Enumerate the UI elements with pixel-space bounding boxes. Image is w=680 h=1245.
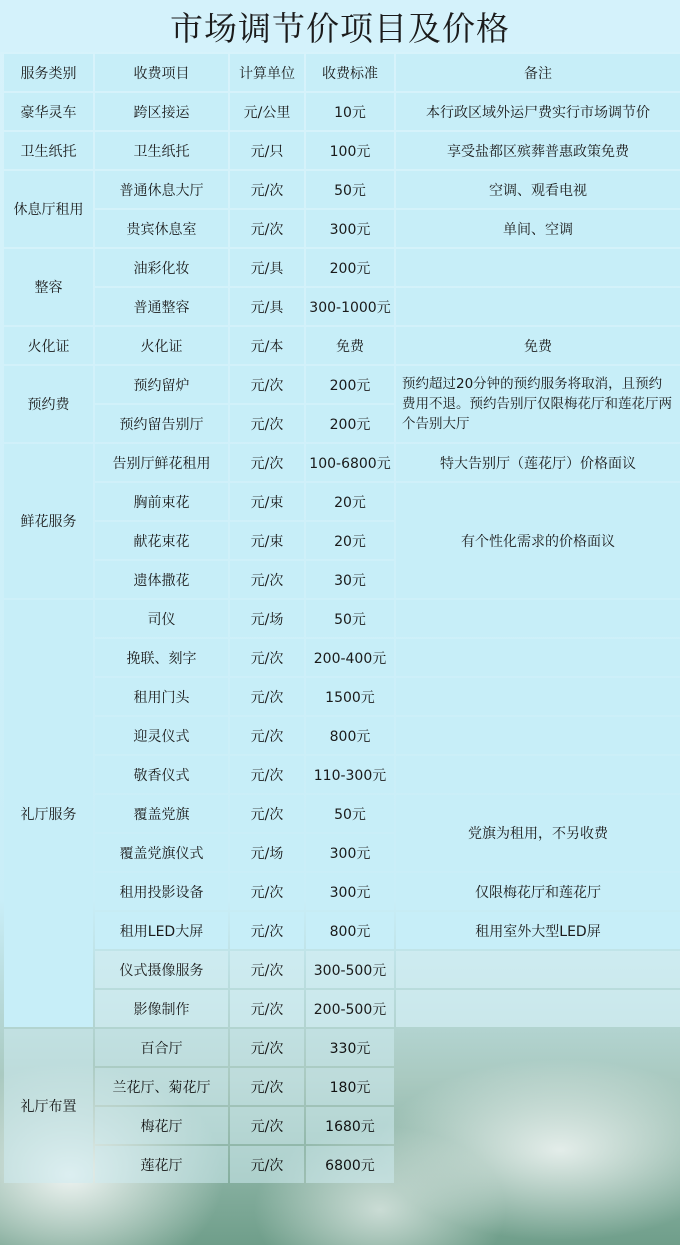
unit-cell: 元/束	[230, 522, 304, 559]
item-cell: 挽联、刻字	[95, 639, 228, 676]
item-cell: 覆盖党旗	[95, 795, 228, 832]
unit-cell: 元/束	[230, 483, 304, 520]
unit-cell: 元/场	[230, 834, 304, 871]
price-cell: 330元	[306, 1029, 394, 1066]
price-cell: 6800元	[306, 1146, 394, 1183]
item-cell: 火化证	[95, 327, 228, 364]
price-cell: 免费	[306, 327, 394, 364]
unit-cell: 元/次	[230, 171, 304, 208]
unit-cell: 元/次	[230, 795, 304, 832]
price-cell: 100元	[306, 132, 394, 169]
item-cell: 租用门头	[95, 678, 228, 715]
price-cell: 200元	[306, 366, 394, 403]
table-row	[4, 873, 680, 910]
note-cell: 享受盐都区殡葬普惠政策免费	[396, 132, 680, 169]
note-cell	[396, 639, 680, 676]
item-cell: 预约留告别厅	[95, 405, 228, 442]
header-price: 收费标准	[306, 54, 394, 91]
table-row	[4, 678, 680, 715]
header-item: 收费项目	[95, 54, 228, 91]
note-cell	[396, 249, 680, 286]
unit-cell: 元/次	[230, 1146, 304, 1183]
table-row	[4, 756, 680, 793]
table-row	[4, 639, 680, 676]
price-cell: 200元	[306, 249, 394, 286]
price-cell: 200元	[306, 405, 394, 442]
note-cell: 本行政区域外运尸费实行市场调节价	[396, 93, 680, 130]
price-cell: 1500元	[306, 678, 394, 715]
category-cell: 礼厅布置	[4, 1029, 93, 1183]
table-row	[4, 366, 680, 403]
note-cell	[396, 756, 680, 793]
table-row	[4, 1029, 680, 1066]
header-note: 备注	[396, 54, 680, 91]
price-cell: 180元	[306, 1068, 394, 1105]
table-row	[4, 483, 680, 520]
item-cell: 仪式摄像服务	[95, 951, 228, 988]
category-cell: 整容	[4, 249, 93, 325]
table-row	[4, 912, 680, 949]
note-cell: 仅限梅花厅和莲花厅	[396, 873, 680, 910]
unit-cell: 元/只	[230, 132, 304, 169]
item-cell: 胸前束花	[95, 483, 228, 520]
note-cell: 空调、观看电视	[396, 171, 680, 208]
item-cell: 告别厅鲜花租用	[95, 444, 228, 481]
unit-cell: 元/公里	[230, 93, 304, 130]
table-row	[4, 93, 680, 130]
item-cell: 覆盖党旗仪式	[95, 834, 228, 871]
price-cell: 800元	[306, 717, 394, 754]
unit-cell: 元/具	[230, 288, 304, 325]
note-cell: 特大告别厅（莲花厅）价格面议	[396, 444, 680, 481]
table-row	[4, 210, 680, 247]
note-cell	[396, 288, 680, 325]
note-cell: 单间、空调	[396, 210, 680, 247]
item-cell: 梅花厅	[95, 1107, 228, 1144]
category-cell: 豪华灵车	[4, 93, 93, 130]
item-cell: 租用LED大屏	[95, 912, 228, 949]
table-row	[4, 717, 680, 754]
page-title: 市场调节价项目及价格	[0, 0, 680, 52]
note-cell: 租用室外大型LED屏	[396, 912, 680, 949]
category-cell: 卫生纸托	[4, 132, 93, 169]
item-cell: 献花束花	[95, 522, 228, 559]
unit-cell: 元/次	[230, 912, 304, 949]
note-cell: 有个性化需求的价格面议	[396, 483, 680, 598]
category-cell: 礼厅服务	[4, 600, 93, 1027]
item-cell: 敬香仪式	[95, 756, 228, 793]
price-cell: 50元	[306, 795, 394, 832]
price-cell: 300元	[306, 834, 394, 871]
category-cell: 鲜花服务	[4, 444, 93, 598]
unit-cell: 元/次	[230, 366, 304, 403]
item-cell: 莲花厅	[95, 1146, 228, 1183]
note-cell	[396, 990, 680, 1027]
header-unit: 计算单位	[230, 54, 304, 91]
item-cell: 影像制作	[95, 990, 228, 1027]
note-cell	[396, 717, 680, 754]
note-cell: 党旗为租用，不另收费	[396, 795, 680, 871]
unit-cell: 元/次	[230, 639, 304, 676]
table-row	[4, 327, 680, 364]
item-cell: 司仪	[95, 600, 228, 637]
unit-cell: 元/次	[230, 756, 304, 793]
unit-cell: 元/次	[230, 1068, 304, 1105]
note-cell	[396, 600, 680, 637]
price-cell: 200-500元	[306, 990, 394, 1027]
note-cell	[396, 1029, 680, 1183]
header-row	[4, 54, 680, 91]
item-cell: 贵宾休息室	[95, 210, 228, 247]
price-cell: 110-300元	[306, 756, 394, 793]
price-cell: 20元	[306, 522, 394, 559]
category-cell: 休息厅租用	[4, 171, 93, 247]
table-row	[4, 171, 680, 208]
table-row	[4, 600, 680, 637]
price-table	[2, 52, 680, 1185]
note-cell	[396, 678, 680, 715]
note-cell	[396, 951, 680, 988]
unit-cell: 元/次	[230, 444, 304, 481]
unit-cell: 元/次	[230, 873, 304, 910]
price-cell: 100-6800元	[306, 444, 394, 481]
table-row	[4, 990, 680, 1027]
item-cell: 租用投影设备	[95, 873, 228, 910]
unit-cell: 元/次	[230, 678, 304, 715]
unit-cell: 元/次	[230, 951, 304, 988]
header-category: 服务类别	[4, 54, 93, 91]
item-cell: 遗体撒花	[95, 561, 228, 598]
unit-cell: 元/本	[230, 327, 304, 364]
item-cell: 普通休息大厅	[95, 171, 228, 208]
price-cell: 200-400元	[306, 639, 394, 676]
item-cell: 兰花厅、菊花厅	[95, 1068, 228, 1105]
category-cell: 预约费	[4, 366, 93, 442]
item-cell: 普通整容	[95, 288, 228, 325]
unit-cell: 元/次	[230, 561, 304, 598]
unit-cell: 元/次	[230, 1029, 304, 1066]
price-cell: 1680元	[306, 1107, 394, 1144]
item-cell: 百合厅	[95, 1029, 228, 1066]
table-row	[4, 444, 680, 481]
unit-cell: 元/次	[230, 210, 304, 247]
price-cell: 20元	[306, 483, 394, 520]
table-row	[4, 795, 680, 832]
unit-cell: 元/具	[230, 249, 304, 286]
price-cell: 800元	[306, 912, 394, 949]
price-cell: 300-1000元	[306, 288, 394, 325]
item-cell: 卫生纸托	[95, 132, 228, 169]
unit-cell: 元/次	[230, 405, 304, 442]
item-cell: 跨区接运	[95, 93, 228, 130]
price-cell: 30元	[306, 561, 394, 598]
price-cell: 300元	[306, 210, 394, 247]
item-cell: 预约留炉	[95, 366, 228, 403]
unit-cell: 元/次	[230, 717, 304, 754]
price-cell: 10元	[306, 93, 394, 130]
price-cell: 50元	[306, 171, 394, 208]
price-cell: 50元	[306, 600, 394, 637]
table-row	[4, 132, 680, 169]
note-cell: 预约超过20分钟的预约服务将取消，且预约费用不退。预约告别厅仅限梅花厅和莲花厅两个告别大厅	[396, 366, 680, 442]
unit-cell: 元/次	[230, 990, 304, 1027]
category-cell: 火化证	[4, 327, 93, 364]
price-cell: 300-500元	[306, 951, 394, 988]
unit-cell: 元/次	[230, 1107, 304, 1144]
note-cell: 免费	[396, 327, 680, 364]
table-row	[4, 951, 680, 988]
item-cell: 迎灵仪式	[95, 717, 228, 754]
item-cell: 油彩化妆	[95, 249, 228, 286]
table-row	[4, 249, 680, 286]
unit-cell: 元/场	[230, 600, 304, 637]
price-cell: 300元	[306, 873, 394, 910]
table-row	[4, 288, 680, 325]
